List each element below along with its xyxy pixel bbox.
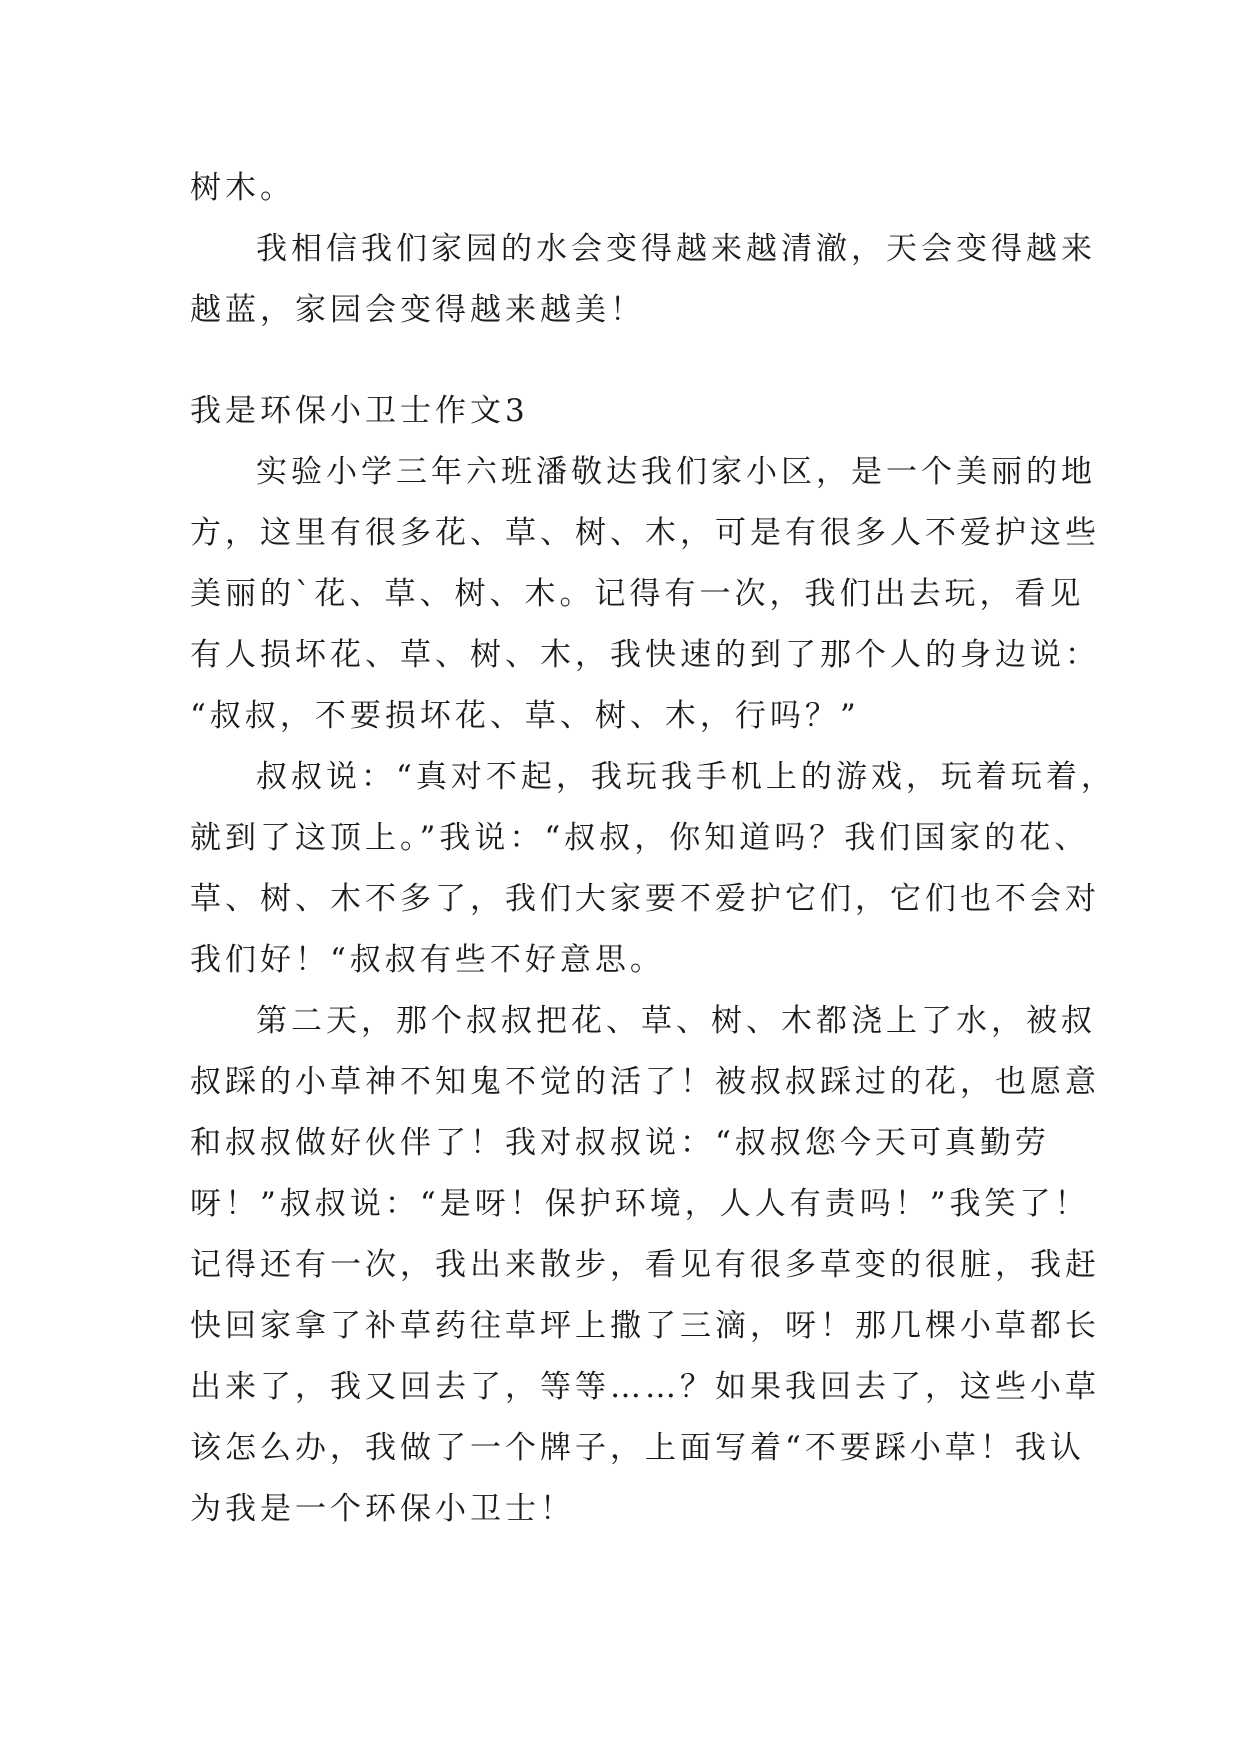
text-line: 我们好！“叔叔有些不好意思。	[190, 942, 665, 978]
paragraph-closing	[190, 158, 1052, 219]
paragraph-intro	[190, 442, 1100, 747]
text-line: “叔叔，不要损坏花、草、树、木，行吗？”	[190, 698, 860, 734]
text-line: 有人损坏花、草、树、木，我快速的到了那个人的身边说：	[190, 637, 1100, 673]
text-line: 出来了，我又回去了，等等……？如果我回去了，这些小草	[190, 1369, 1100, 1405]
text-line: 实验小学三年六班潘敬达我们家小区，是一个美丽的地	[256, 454, 1096, 490]
section-heading	[190, 381, 1052, 442]
paragraph-belief	[190, 219, 1096, 341]
text-line: 为我是一个环保小卫士！	[190, 1491, 575, 1527]
text-line: 美丽的`花、草、树、木。记得有一次，我们出去玩，看见	[190, 576, 1085, 612]
text-line: 呀！”叔叔说：“是呀！保护环境，人人有责吗！”我笑了！	[190, 1186, 1090, 1222]
text-line: 就到了这顶上。”我说：“叔叔，你知道吗？我们国家的花、	[190, 820, 1090, 856]
text-line: 该怎么办，我做了一个牌子，上面写着“不要踩小草！我认	[190, 1430, 1085, 1466]
text-line: 越蓝，家园会变得越来越美！	[190, 292, 645, 328]
paragraph-next-day	[190, 991, 1100, 1540]
text-line: 草、树、木不多了，我们大家要不爱护它们，它们也不会对	[190, 881, 1100, 917]
text-line: 记得还有一次，我出来散步，看见有很多草变的很脏，我赶	[190, 1247, 1100, 1283]
text-line: 方，这里有很多花、草、树、木，可是有很多人不爱护这些	[190, 515, 1100, 551]
text-line: 第二天，那个叔叔把花、草、树、木都浇上了水，被叔	[256, 1003, 1096, 1039]
text-line: 和叔叔做好伙伴了！我对叔叔说：“叔叔您今天可真勤劳	[190, 1125, 1050, 1161]
text-line: 叔叔说：“真对不起，我玩我手机上的游戏，玩着玩着，	[256, 759, 1116, 795]
text-line: 快回家拿了补草药往草坪上撒了三滴，呀！那几棵小草都长	[190, 1308, 1100, 1344]
paragraph-dialogue	[190, 747, 1116, 991]
text-line: 叔踩的小草神不知鬼不觉的活了！被叔叔踩过的花，也愿意	[190, 1064, 1100, 1100]
essay-title: 我是环保小卫士作文3	[190, 393, 529, 429]
text-line: 我相信我们家园的水会变得越来越清澈，天会变得越来	[256, 231, 1096, 267]
section-gap	[190, 341, 1052, 381]
text-line: 树木。	[190, 170, 295, 206]
document-body	[190, 158, 1116, 1540]
